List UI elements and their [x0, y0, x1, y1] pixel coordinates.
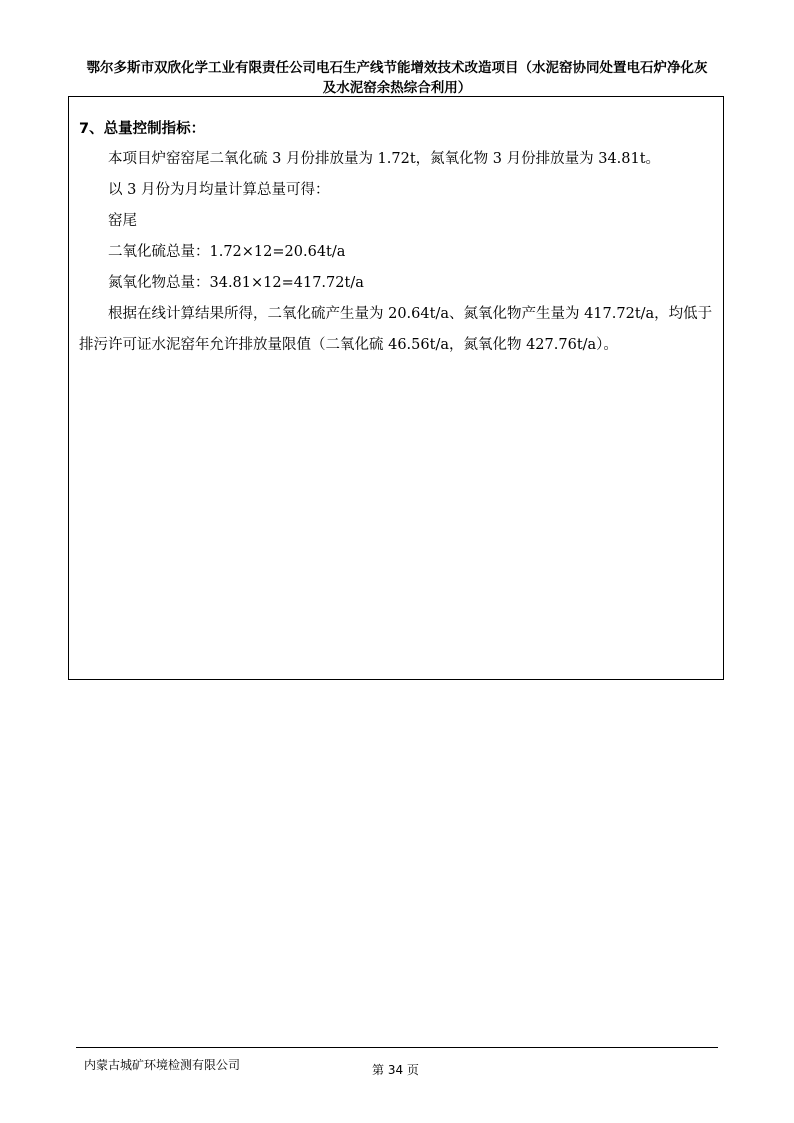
- paragraph-nox-total: 氮氧化物总量：34.81×12=417.72t/a: [108, 275, 364, 291]
- footer-divider: [76, 1047, 718, 1048]
- content-box: [68, 96, 724, 680]
- conclusion-text: 根据在线计算结果所得，二氧化硫产生量为 20.64t/a、氮氧化物产生量为 417.72t/a，均低于排污许可证水泥窑年允许排放量限值（二氧化硫 46.56t/a，氮氧化物 427.76t/a）。: [79, 306, 713, 353]
- footer-company: 内蒙古城矿环境检测有限公司: [84, 1058, 241, 1072]
- paragraph-kiln-tail: 窑尾: [108, 213, 137, 229]
- paragraph-conclusion: [79, 299, 715, 361]
- section-title: 7、总量控制指标：: [79, 121, 206, 137]
- header-title-line-1: 鄂尔多斯市双欣化学工业有限责任公司电石生产线节能增效技术改造项目（水泥窑协同处置电石炉净化灰: [86, 60, 708, 76]
- paragraph-calc-basis: 以 3 月份为月均量计算总量可得：: [108, 182, 330, 198]
- page-number: 第 34 页: [372, 1063, 419, 1077]
- paragraph-emissions: 本项目炉窑窑尾二氧化硫 3 月份排放量为 1.72t，氮氧化物 3 月份排放量为 34.81t。: [108, 151, 661, 167]
- paragraph-so2-total: 二氧化硫总量：1.72×12=20.64t/a: [108, 244, 346, 260]
- header-title-line-2: 及水泥窑余热综合利用）: [322, 80, 472, 96]
- document-header: [60, 58, 734, 98]
